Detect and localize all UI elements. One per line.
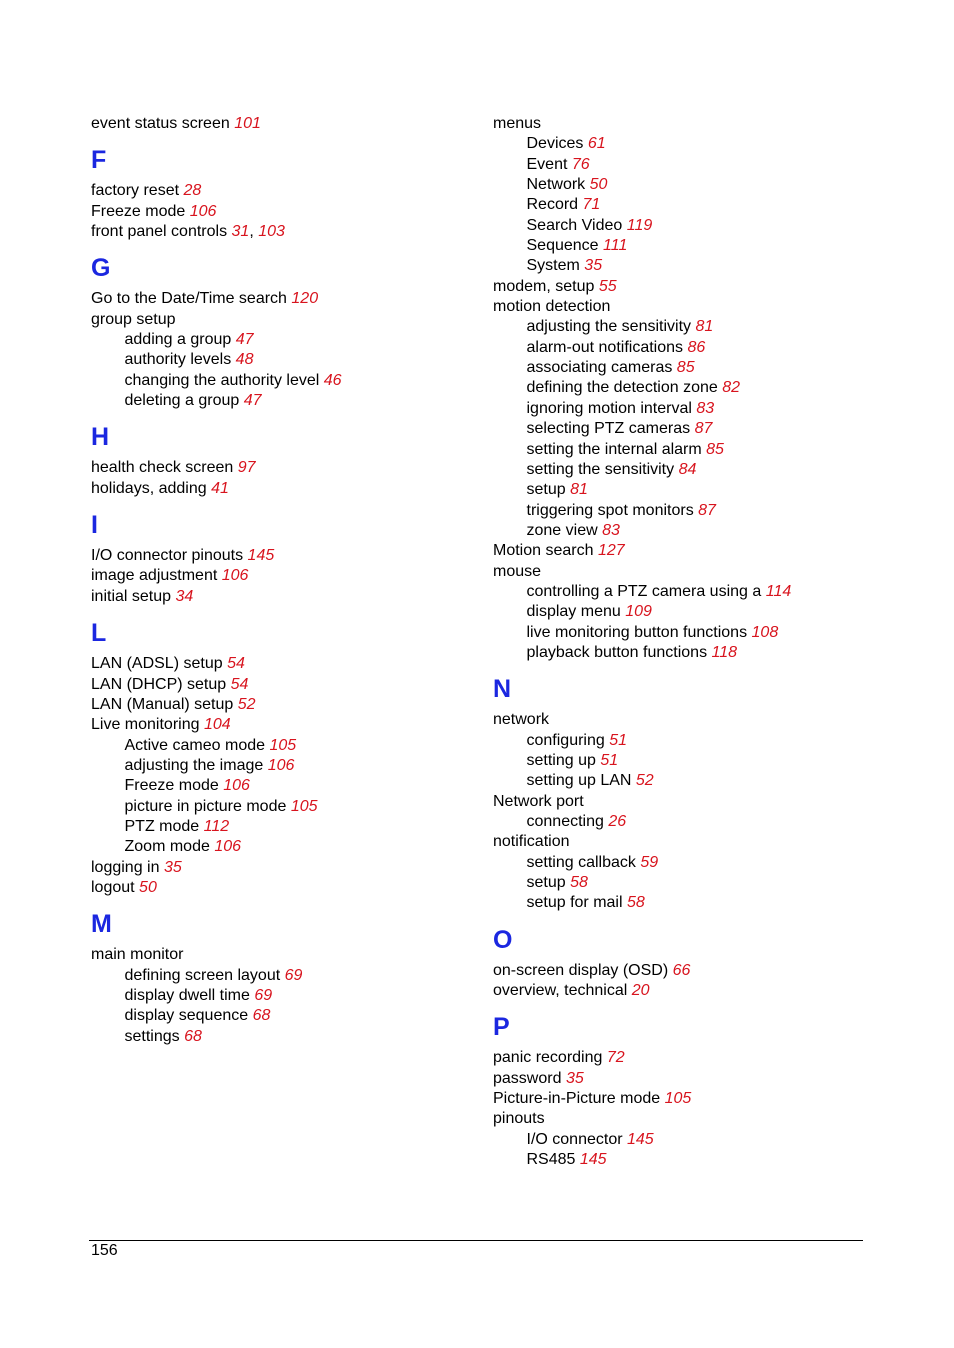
index-subentry xyxy=(91,1027,471,1047)
page-reference-link[interactable]: 48 xyxy=(235,351,254,369)
page-number: 156 xyxy=(91,1242,118,1259)
index-term: zone view xyxy=(526,521,598,539)
index-entry: front panel controls 31, 103 xyxy=(91,223,285,241)
index-entry xyxy=(493,981,893,1001)
index-subentry xyxy=(91,797,471,817)
index-entry xyxy=(91,310,471,330)
index-subentry xyxy=(493,338,893,358)
page-reference-link[interactable]: 68 xyxy=(252,1007,271,1025)
index-subentry xyxy=(493,256,893,276)
index-subentry xyxy=(91,966,471,986)
index-term: display dwell time xyxy=(124,986,250,1004)
index-subentry xyxy=(493,399,893,419)
page-reference-link[interactable]: 119 xyxy=(626,216,653,234)
index-letter-p: P xyxy=(493,1013,510,1042)
index-subentry xyxy=(493,195,893,215)
page-reference-link[interactable]: 20 xyxy=(631,982,650,1000)
index-term: Freeze mode xyxy=(124,777,219,795)
page-reference-link[interactable]: 76 xyxy=(571,155,590,173)
index-term: PTZ mode xyxy=(124,817,200,835)
page-reference-link[interactable]: 85 xyxy=(706,440,724,458)
index-term: alarm-out notifications xyxy=(526,338,684,356)
index-term: panic recording xyxy=(493,1049,603,1067)
index-subentry xyxy=(91,837,471,857)
index-term: Event xyxy=(526,155,568,173)
index-subentry xyxy=(493,317,893,337)
page-reference-link[interactable]: 85 xyxy=(676,359,695,377)
index-term: authority levels xyxy=(124,351,232,369)
index-entry xyxy=(493,1109,893,1129)
page-reference-link[interactable]: 108 xyxy=(751,623,779,641)
page-reference-link[interactable]: 54 xyxy=(227,655,245,673)
page-reference-link[interactable]: 52 xyxy=(635,772,654,790)
index-term: Active cameo mode xyxy=(124,736,266,754)
page-reference-link[interactable]: 104 xyxy=(203,716,231,734)
index-term: main monitor xyxy=(91,946,184,964)
index-term: on-screen display (OSD) xyxy=(493,961,669,979)
page-reference-link[interactable]: 69 xyxy=(254,986,273,1004)
index-letter-i: I xyxy=(91,511,98,540)
index-entry xyxy=(493,1048,893,1068)
index-subentry xyxy=(493,643,893,663)
index-entry xyxy=(91,458,471,478)
index-subentry xyxy=(493,419,893,439)
index-term: setup xyxy=(526,874,566,892)
page-reference-link[interactable]: 47 xyxy=(235,331,254,349)
index-letter-g: G xyxy=(91,254,111,283)
index-term: holidays, adding xyxy=(91,479,207,497)
page-reference-link[interactable]: 41 xyxy=(211,479,229,497)
index-entry xyxy=(493,541,893,561)
index-subentry xyxy=(91,776,471,796)
index-entry xyxy=(91,695,471,715)
page-reference-link[interactable]: 109 xyxy=(625,603,652,621)
index-entry xyxy=(91,878,471,898)
index-subentry xyxy=(493,602,893,622)
page-reference-link[interactable]: 83 xyxy=(602,521,620,539)
index-subentry xyxy=(493,853,893,873)
index-term: Devices xyxy=(526,135,584,153)
index-entry xyxy=(91,566,471,586)
index-term: motion detection xyxy=(493,298,611,316)
index-entry xyxy=(91,479,471,499)
index-term: display menu xyxy=(526,603,621,621)
page-reference-link[interactable]: 31 xyxy=(231,223,250,241)
page-reference-link[interactable]: 87 xyxy=(694,420,713,438)
index-letter-f: F xyxy=(91,146,107,175)
index-term: factory reset xyxy=(91,182,180,200)
page-reference-link[interactable]: 82 xyxy=(722,379,741,397)
page-reference-link[interactable]: 111 xyxy=(603,237,628,255)
page-reference-link[interactable]: 35 xyxy=(584,257,603,275)
index-term: adjusting the sensitivity xyxy=(526,318,692,336)
index-term: selecting PTZ cameras xyxy=(526,420,691,438)
page-reference-link[interactable]: 120 xyxy=(291,290,319,308)
index-term: connecting xyxy=(526,813,604,830)
index-term: event status screen xyxy=(91,115,230,132)
page-reference-link[interactable]: 86 xyxy=(687,338,706,356)
index-term: associating cameras xyxy=(526,359,673,377)
index-entry xyxy=(493,792,893,812)
index-entry xyxy=(91,675,471,695)
index-term: network xyxy=(493,711,550,729)
page-reference-link[interactable]: 118 xyxy=(711,643,738,661)
index-term: playback button functions xyxy=(526,643,708,661)
index-term: setup xyxy=(526,481,566,499)
index-subentry xyxy=(493,873,893,893)
index-term: Picture-in-Picture mode xyxy=(493,1090,661,1108)
index-entry xyxy=(91,202,471,222)
index-entry xyxy=(91,715,471,735)
page-reference-link[interactable]: 105 xyxy=(664,1090,692,1108)
index-term: notification xyxy=(493,833,570,851)
index-term: menus xyxy=(493,115,542,132)
page-reference-link[interactable]: 51 xyxy=(600,751,619,769)
index-entry xyxy=(91,858,471,878)
index-subentry xyxy=(91,350,471,370)
index-term: I/O connector pinouts xyxy=(91,547,244,565)
index-term: modem, setup xyxy=(493,277,595,295)
index-entry xyxy=(91,289,471,309)
index-term: changing the authority level xyxy=(124,371,320,389)
index-entry xyxy=(91,945,471,965)
index-term: setting up xyxy=(526,751,596,769)
page-reference-link[interactable]: 55 xyxy=(598,277,617,295)
index-subentry xyxy=(91,371,471,391)
index-entry xyxy=(493,277,893,297)
index-term: controlling a PTZ camera using a xyxy=(526,582,762,600)
index-entry xyxy=(493,114,893,134)
page-reference-link[interactable]: 58 xyxy=(627,894,645,912)
index-term: Zoom mode xyxy=(124,838,210,856)
index-entry xyxy=(91,181,471,201)
index-term: triggering spot monitors xyxy=(526,501,694,519)
index-subentry xyxy=(493,216,893,236)
index-term: adding a group xyxy=(124,331,232,349)
index-term: image adjustment xyxy=(91,567,218,585)
index-term: Sequence xyxy=(526,237,599,255)
index-subentry xyxy=(493,1150,893,1170)
index-entry xyxy=(91,654,471,674)
index-term: Live monitoring xyxy=(91,716,200,734)
index-term: live monitoring button functions xyxy=(526,623,748,641)
page-reference-link[interactable]: 114 xyxy=(765,582,792,600)
index-subentry xyxy=(493,378,893,398)
page-reference-link[interactable]: 112 xyxy=(203,817,230,835)
page-reference-link[interactable]: 127 xyxy=(597,542,625,560)
index-entry xyxy=(493,562,893,582)
index-subentry xyxy=(91,736,471,756)
index-term: display sequence xyxy=(124,1007,249,1025)
index-subentry xyxy=(493,623,893,643)
index-term: setting the sensitivity xyxy=(526,460,675,478)
index-term: setting the internal alarm xyxy=(526,440,702,458)
page-reference-link[interactable]: 46 xyxy=(323,371,342,389)
index-subentry xyxy=(493,460,893,480)
index-term: Search Video xyxy=(526,216,623,234)
page-reference-link[interactable]: 101 xyxy=(234,115,261,132)
index-term: settings xyxy=(124,1027,180,1045)
index-term: Network port xyxy=(493,792,584,810)
page-reference-link[interactable]: 50 xyxy=(589,176,608,194)
index-term: ignoring motion interval xyxy=(526,399,692,417)
page-reference-link[interactable]: 145 xyxy=(627,1130,654,1148)
index-term: overview, technical xyxy=(493,982,628,1000)
page-reference-link[interactable]: 71 xyxy=(582,196,601,214)
index-entry xyxy=(493,710,893,730)
page-reference-link[interactable]: 66 xyxy=(672,961,691,979)
index-term: Go to the Date/Time search xyxy=(91,290,287,308)
page-reference-link[interactable]: 83 xyxy=(696,399,715,417)
index-term: setting up LAN xyxy=(526,772,632,790)
index-subentry xyxy=(493,731,893,751)
index-subentry xyxy=(493,582,893,602)
index-subentry xyxy=(493,771,893,791)
index-term: defining the detection zone xyxy=(526,379,718,397)
index-term: Freeze mode xyxy=(91,202,186,220)
index-term: defining screen layout xyxy=(124,966,281,984)
page-reference-link[interactable]: 106 xyxy=(267,756,295,774)
page-reference-link[interactable]: 59 xyxy=(640,853,659,871)
footer-divider xyxy=(89,1240,863,1241)
index-term: group setup xyxy=(91,310,176,328)
index-entry xyxy=(91,546,471,566)
page-reference-link[interactable]: 58 xyxy=(570,874,588,892)
index-term: I/O connector xyxy=(526,1130,623,1148)
page-reference-link[interactable]: 52 xyxy=(237,695,256,713)
page-reference-link[interactable]: 105 xyxy=(269,736,297,754)
index-term: health check screen xyxy=(91,459,234,477)
index-subentry xyxy=(91,1006,471,1026)
page-reference-link[interactable]: 35 xyxy=(163,858,182,876)
index-letter-m: M xyxy=(91,910,112,939)
index-subentry xyxy=(91,756,471,776)
page-reference-link[interactable]: 106 xyxy=(214,838,242,856)
page-reference-link[interactable]: 69 xyxy=(284,966,303,984)
index-term: setup for mail xyxy=(526,894,623,912)
index-subentry xyxy=(91,986,471,1006)
index-column-right xyxy=(493,114,893,1170)
index-term: LAN (ADSL) setup xyxy=(91,655,223,673)
index-entry xyxy=(493,961,893,981)
page-reference-link[interactable]: 26 xyxy=(608,813,627,830)
index-subentry xyxy=(493,812,893,832)
index-letter-h: H xyxy=(91,423,110,452)
index-term: configuring xyxy=(526,731,605,749)
page-reference-link[interactable]: 28 xyxy=(183,182,202,200)
page-reference-link[interactable]: 47 xyxy=(243,392,262,410)
page-reference-link[interactable]: 145 xyxy=(579,1151,607,1169)
page-reference-link[interactable]: 35 xyxy=(565,1069,584,1087)
index-term: deleting a group xyxy=(124,392,240,410)
index-subentry xyxy=(493,236,893,256)
index-subentry xyxy=(493,521,893,541)
page-reference-link[interactable]: 145 xyxy=(247,547,275,565)
index-term: LAN (Manual) setup xyxy=(91,695,234,713)
page-reference-link[interactable]: 106 xyxy=(221,567,249,585)
index-term: logout xyxy=(91,878,135,896)
index-term: LAN (DHCP) setup xyxy=(91,675,227,693)
index-subentry xyxy=(91,330,471,350)
index-term: setting callback xyxy=(526,853,636,871)
index-entry xyxy=(91,587,471,607)
page-reference-link[interactable]: 51 xyxy=(609,731,628,749)
page-reference-link[interactable]: 106 xyxy=(223,777,250,795)
index-letter-o: O xyxy=(493,925,513,954)
page-reference-link[interactable]: 106 xyxy=(189,202,217,220)
index-subentry xyxy=(493,751,893,771)
index-subentry xyxy=(493,155,893,175)
index-entry xyxy=(493,297,893,317)
index-subentry xyxy=(493,440,893,460)
page-reference-link[interactable]: 105 xyxy=(290,797,318,815)
index-subentry xyxy=(493,480,893,500)
page-reference-link[interactable]: 50 xyxy=(139,878,157,896)
index-term: System xyxy=(526,257,580,275)
page-reference-link[interactable]: 103 xyxy=(258,223,285,241)
index-term: Record xyxy=(526,196,579,214)
index-entry xyxy=(91,114,471,134)
index-entry xyxy=(493,832,893,852)
page-reference-link[interactable]: 72 xyxy=(606,1049,625,1067)
page-reference-link[interactable]: 54 xyxy=(230,675,249,693)
index-subentry xyxy=(493,501,893,521)
index-entry xyxy=(493,1089,893,1109)
page-reference-link[interactable]: 34 xyxy=(175,587,194,605)
index-subentry xyxy=(91,391,471,411)
index-term: initial setup xyxy=(91,587,172,605)
page-reference-link[interactable]: 81 xyxy=(695,318,714,336)
index-term: RS485 xyxy=(526,1151,576,1169)
index-subentry xyxy=(493,1130,893,1150)
page-reference-link[interactable]: 87 xyxy=(698,501,716,519)
index-term: front panel controls xyxy=(91,223,228,241)
index-subentry xyxy=(493,175,893,195)
index-term: Motion search xyxy=(493,542,594,560)
page-reference-link[interactable]: 68 xyxy=(184,1027,202,1045)
index-term: adjusting the image xyxy=(124,756,264,774)
index-entry xyxy=(493,1069,893,1089)
index-term: Network xyxy=(526,176,586,194)
index-term: pinouts xyxy=(493,1110,545,1128)
index-term: mouse xyxy=(493,562,542,580)
page-reference-link[interactable]: 61 xyxy=(587,135,606,153)
index-letter-l: L xyxy=(91,619,107,648)
index-subentry xyxy=(493,134,893,154)
index-term: logging in xyxy=(91,858,160,876)
index-subentry xyxy=(493,893,893,913)
index-letter-n: N xyxy=(493,675,512,704)
page-reference-link[interactable]: 84 xyxy=(678,460,697,478)
index-term: picture in picture mode xyxy=(124,797,287,815)
index-subentry xyxy=(493,358,893,378)
index-column-left xyxy=(91,114,471,1047)
page-reference-link[interactable]: 81 xyxy=(570,481,588,499)
index-term: password xyxy=(493,1069,562,1087)
page-reference-link[interactable]: 97 xyxy=(237,459,256,477)
index-subentry xyxy=(91,817,471,837)
